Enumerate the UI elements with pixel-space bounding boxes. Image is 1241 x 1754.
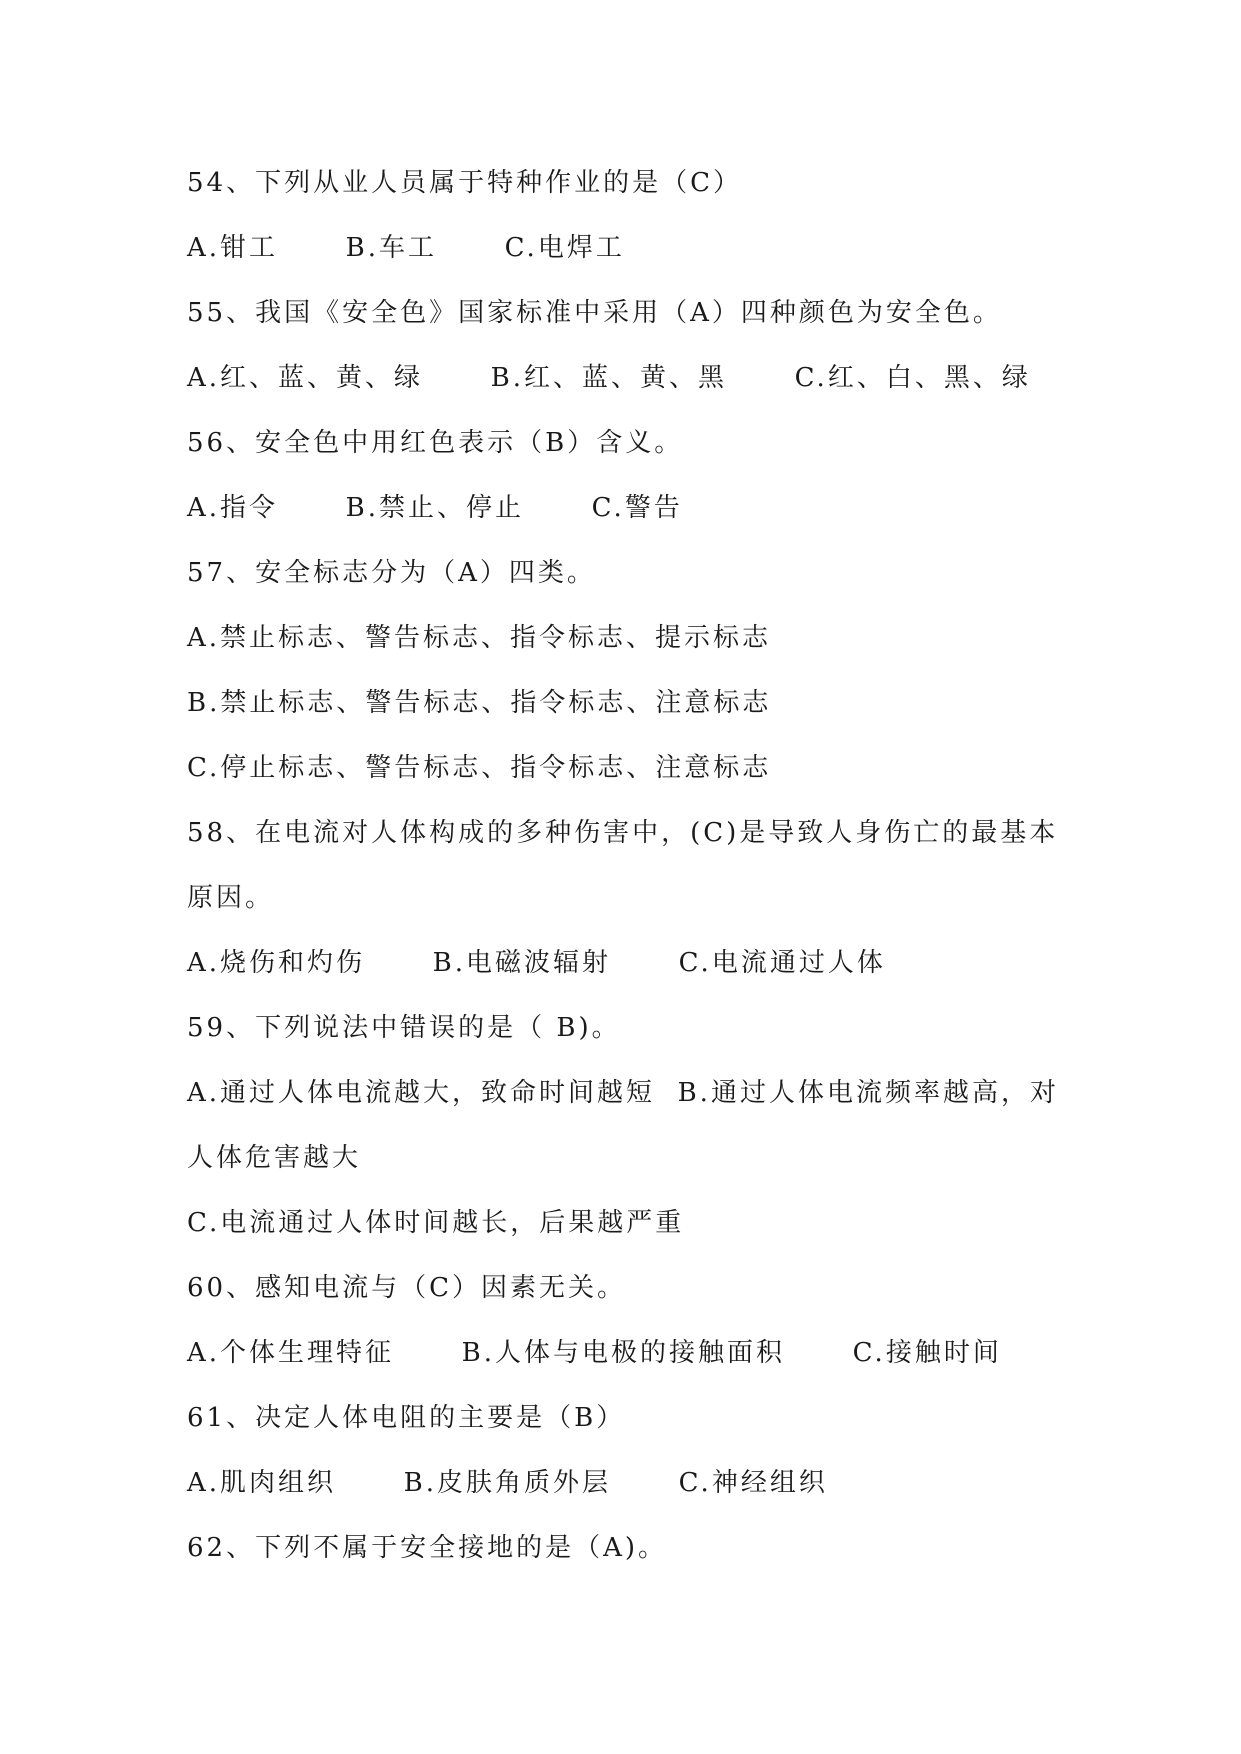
options-59-ab-continued: 人体危害越大 <box>187 1143 362 1173</box>
question-59: 59、下列说法中错误的是（ B)。 <box>187 1013 621 1043</box>
option-57-b: B.禁止标志、警告标志、指令标志、注意标志 <box>187 688 772 718</box>
options-56: A.指令 B.禁止、停止 C.警告 <box>187 493 683 523</box>
option-57-c: C.停止标志、警告标志、指令标志、注意标志 <box>187 753 772 783</box>
question-56: 56、安全色中用红色表示（B）含义。 <box>187 428 684 458</box>
options-55: A.红、蓝、黄、绿 B.红、蓝、黄、黑 C.红、白、黑、绿 <box>187 363 1031 393</box>
question-61: 61、决定人体电阻的主要是（B） <box>187 1403 626 1433</box>
option-57-a: A.禁止标志、警告标志、指令标志、提示标志 <box>187 623 772 653</box>
question-60: 60、感知电流与（C）因素无关。 <box>187 1273 626 1303</box>
question-58-continued: 原因。 <box>187 883 275 913</box>
options-59-ab: A.通过人体电流越大，致命时间越短 B.通过人体电流频率越高，对 <box>187 1078 1059 1108</box>
question-55: 55、我国《安全色》国家标准中采用（A）四种颜色为安全色。 <box>187 298 1002 328</box>
question-58: 58、在电流对人体构成的多种伤害中，(C)是导致人身伤亡的最基本 <box>187 818 1059 848</box>
option-59-c: C.电流通过人体时间越长，后果越严重 <box>187 1208 685 1238</box>
options-58: A.烧伤和灼伤 B.电磁波辐射 C.电流通过人体 <box>187 948 886 978</box>
question-62: 62、下列不属于安全接地的是（A)。 <box>187 1533 668 1563</box>
options-54: A.钳工 B.车工 C.电焊工 <box>187 233 625 263</box>
options-60: A.个体生理特征 B.人体与电极的接触面积 C.接触时间 <box>187 1338 1002 1368</box>
question-54: 54、下列从业人员属于特种作业的是（C） <box>187 168 742 198</box>
options-61: A.肌肉组织 B.皮肤角质外层 C.神经组织 <box>187 1468 828 1498</box>
question-57: 57、安全标志分为（A）四类。 <box>187 558 596 588</box>
